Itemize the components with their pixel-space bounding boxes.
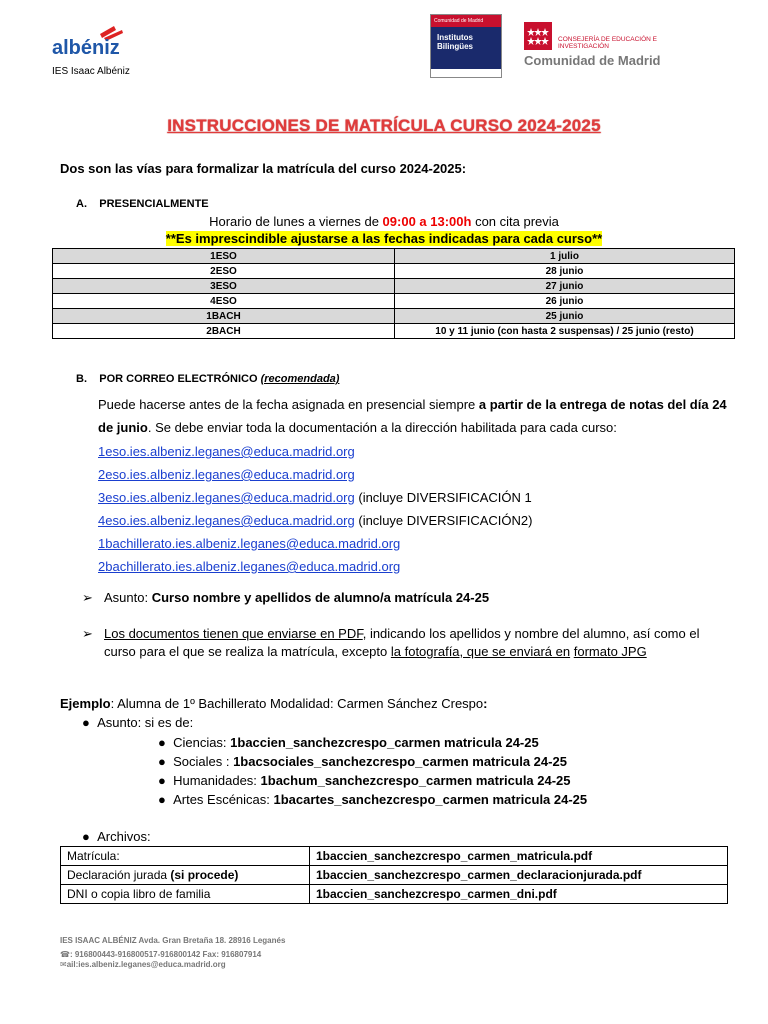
table-row: [61, 847, 728, 866]
date-cell: 25 junio: [395, 309, 735, 324]
course-cell: 4ESO: [53, 294, 395, 309]
list-item: [98, 532, 532, 555]
date-cell: 28 junio: [395, 264, 735, 279]
file-cell: 1baccien_sanchezcrespo_carmen_dni.pdf: [310, 885, 728, 904]
files-table: [60, 846, 728, 904]
madrid-department: CONSEJERÍA DE EDUCACIÓN E INVESTIGACIÓN: [558, 36, 657, 50]
arrow-bullet-icon: ➢: [82, 626, 93, 641]
email-link-3eso[interactable]: 3eso.ies.albeniz.leganes@educa.madrid.org: [98, 490, 355, 505]
email-link-4eso[interactable]: 4eso.ies.albeniz.leganes@educa.madrid.org: [98, 513, 355, 528]
section-a-marker: A.: [76, 198, 87, 210]
schedule-line: [0, 214, 768, 229]
list-item: [98, 555, 532, 578]
schedule-time: 09:00 a 13:00h: [382, 214, 472, 229]
course-cell: 2ESO: [53, 264, 395, 279]
recommended-label: (recomendada): [260, 373, 340, 385]
madrid-name: Comunidad de Madrid: [524, 53, 661, 68]
school-logo: [52, 24, 142, 64]
footer-email: ail:ies.albeniz.leganes@educa.madrid.org: [66, 960, 226, 969]
example-heading: [60, 696, 488, 711]
course-cell: 2BACH: [53, 324, 395, 339]
email-note: (incluye DIVERSIFICACIÓN 1: [354, 490, 532, 505]
table-row: [53, 279, 735, 294]
doc-cell: Declaración jurada (si procede): [61, 866, 310, 885]
example-text: : Alumna de 1º Bachillerato Modalidad: Carmen Sánchez Crespo: [110, 696, 484, 711]
docs-mid: , indicando los apellidos y nombre del alumno, así como el curso para el que se realiza la matrícula, excepto: [104, 626, 700, 659]
example-subject-text: Asunto: si es de:: [97, 715, 194, 730]
bilingual-logo-top: Comunidad de Madrid: [431, 15, 501, 27]
school-name: IES Isaac Albéniz: [52, 66, 130, 77]
docs-pdf-note: Los documentos tienen que enviarse en PDF: [104, 626, 363, 641]
bilingual-logo-text: Institutos Bilingües: [437, 33, 474, 51]
footer-phones: : 916800443-916800517-916800142 Fax: 916807914: [69, 950, 262, 959]
email-link-2bach[interactable]: 2bachillerato.ies.albeniz.leganes@educa.madrid.org: [98, 559, 401, 574]
section-b-heading: [76, 373, 339, 385]
doc-cell: Matrícula:: [61, 847, 310, 866]
list-item: [98, 486, 532, 509]
section-a-title: PRESENCIALMENTE: [99, 198, 209, 210]
table-row: [53, 324, 735, 339]
schedule-post: con cita previa: [471, 214, 559, 229]
email-link-1bach[interactable]: 1bachillerato.ies.albeniz.leganes@educa.madrid.org: [98, 536, 401, 551]
course-cell: 3ESO: [53, 279, 395, 294]
email-instructions: [98, 393, 738, 439]
dates-warning: [0, 231, 768, 246]
email-link-2eso[interactable]: 2eso.ies.albeniz.leganes@educa.madrid.org: [98, 467, 355, 482]
course-cell: 1BACH: [53, 309, 395, 324]
modality-label: Sociales :: [173, 754, 234, 769]
files-heading-text: Archivos:: [97, 829, 151, 844]
email-list: [98, 440, 532, 578]
footer-contact: [60, 950, 261, 970]
modality-label: Humanidades:: [173, 773, 261, 788]
bullet-dot-icon: ●: [82, 829, 90, 844]
list-item: [98, 463, 532, 486]
doc-cell: DNI o copia libro de familia: [61, 885, 310, 904]
page-title: INSTRUCCIONES DE MATRÍCULA CURSO 2024-2025: [167, 116, 601, 135]
table-row: [53, 294, 735, 309]
date-cell: 1 julio: [395, 249, 735, 264]
file-cell: 1baccien_sanchezcrespo_carmen_declaracionjurada.pdf: [310, 866, 728, 885]
list-item: [98, 509, 532, 532]
table-row: [61, 866, 728, 885]
modality-value: 1baccien_sanchezcrespo_carmen matricula 24-25: [230, 735, 539, 750]
section-a-heading: [76, 198, 209, 210]
modality-value: 1bacartes_sanchezcrespo_carmen matricula 24-25: [273, 792, 588, 807]
arrow-bullet-icon: ➢: [82, 590, 93, 605]
para-part-1: Puede hacerse antes de la fecha asignada en presencial siempre: [98, 397, 479, 412]
list-item: ● Artes Escénicas: 1bacartes_sanchezcrespo_carmen matricula 24-25: [158, 792, 588, 807]
bilingual-institutes-logo: [430, 14, 502, 78]
course-cell: 1ESO: [53, 249, 395, 264]
subject-label: Asunto:: [104, 590, 152, 605]
email-note: (incluye DIVERSIFICACIÓN2): [354, 513, 533, 528]
section-b-marker: B.: [76, 373, 87, 385]
schedule-pre: Horario de lunes a viernes de: [209, 214, 383, 229]
table-row: [53, 309, 735, 324]
section-b-title: POR CORREO ELECTRÓNICO: [99, 373, 258, 385]
phone-icon: ☎: [60, 950, 70, 959]
para-bold: a partir de la entrega de notas del día 24 de junio: [98, 397, 727, 435]
para-part-2: . Se debe enviar toda la documentación a la dirección habilitada para cada curso:: [147, 420, 617, 435]
modality-label: Ciencias:: [173, 735, 231, 750]
table-row: [53, 264, 735, 279]
in-person-dates-table: [52, 248, 735, 339]
email-link-1eso[interactable]: 1eso.ies.albeniz.leganes@educa.madrid.org: [98, 444, 355, 459]
date-cell: 26 junio: [395, 294, 735, 309]
docs-jpg-note: formato JPG: [573, 644, 647, 659]
list-item: ● Ciencias: 1baccien_sanchezcrespo_carmen matricula 24-25: [158, 735, 539, 750]
modality-value: 1bacsociales_sanchezcrespo_carmen matricula 24-25: [233, 754, 567, 769]
table-row: [53, 249, 735, 264]
files-heading: [82, 829, 151, 844]
school-logo-text: albéniz: [52, 37, 120, 59]
subject-value: Curso nombre y apellidos de alumno/a matrícula 24-25: [151, 590, 490, 605]
example-label: Ejemplo: [60, 696, 111, 711]
footer-address: IES ISAAC ALBÉNIZ Avda. Gran Bretaña 18. 28916 Leganés: [60, 936, 286, 945]
modality-value: 1bachum_sanchezcrespo_carmen matricula 24-25: [260, 773, 571, 788]
modality-label: Artes Escénicas:: [173, 792, 274, 807]
example-subject: [82, 715, 193, 730]
mail-icon: ✉: [60, 960, 67, 969]
table-row: [61, 885, 728, 904]
file-cell: 1baccien_sanchezcrespo_carmen_matricula.pdf: [310, 847, 728, 866]
dates-warning-text: **Es imprescindible ajustarse a las fechas indicadas para cada curso**: [165, 231, 603, 246]
list-item: ● Sociales : 1bacsociales_sanchezcrespo_carmen matricula 24-25: [158, 754, 567, 769]
example-colon: :: [483, 696, 488, 711]
list-item: [98, 440, 532, 463]
date-cell: 27 junio: [395, 279, 735, 294]
intro-text: Dos son las vías para formalizar la matrícula del curso 2024-2025:: [60, 161, 467, 176]
bullet-dot-icon: ●: [82, 715, 90, 730]
list-item: ● Humanidades: 1bachum_sanchezcrespo_carmen matricula 24-25: [158, 773, 571, 788]
docs-photo-note: la fotografía, que se enviará en: [390, 644, 571, 659]
date-cell: 10 y 11 junio (con hasta 2 suspensas) / 25 junio (resto): [395, 324, 735, 339]
madrid-flag-icon: [524, 22, 552, 50]
